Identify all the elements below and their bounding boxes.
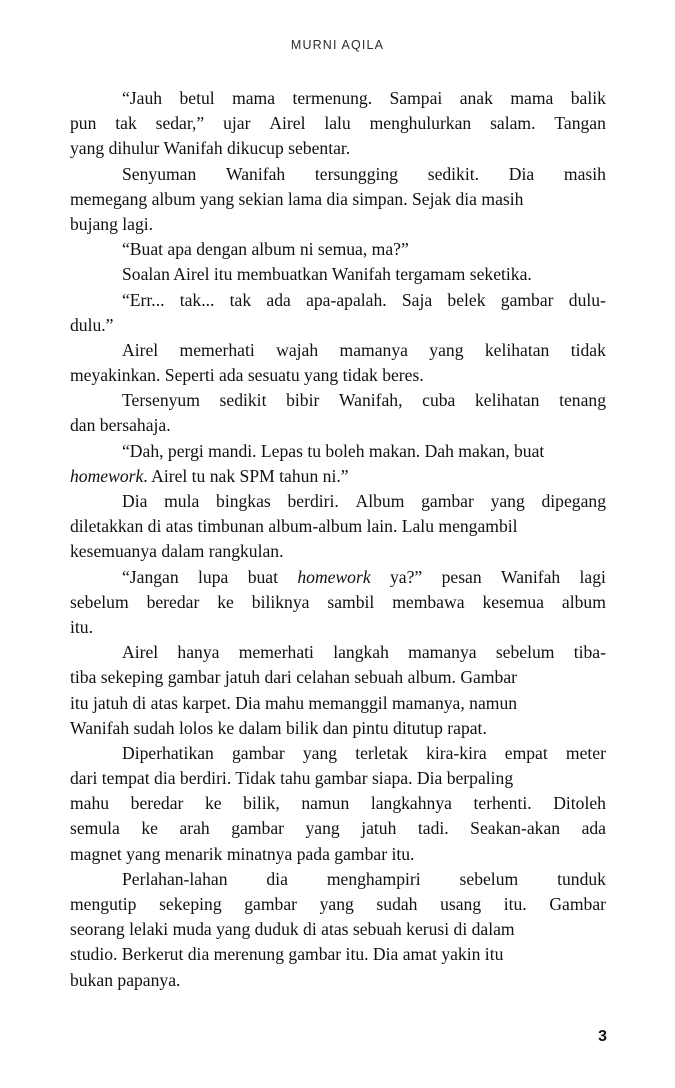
word: betul bbox=[179, 88, 215, 108]
word: sudah bbox=[376, 894, 418, 914]
word: apa-apalah. bbox=[306, 289, 387, 310]
word: beredar bbox=[130, 793, 184, 814]
text-line: memegang album yang sekian lama dia simpan. Sejak dia masih bbox=[70, 188, 524, 209]
word: membawa bbox=[392, 591, 465, 612]
word: “Jauh bbox=[122, 88, 163, 108]
text-line: Soalan Airel itu membuatkan Wanifah tergamam seketika. bbox=[122, 264, 532, 285]
word: langkah bbox=[333, 642, 389, 663]
word: kelihatan bbox=[474, 390, 540, 411]
text-line: kesemuanya dalam rangkulan. bbox=[70, 541, 284, 562]
word: Saja bbox=[401, 289, 433, 310]
word: gambar bbox=[244, 894, 297, 914]
word: terletak bbox=[355, 742, 408, 763]
word: tunduk bbox=[557, 868, 606, 889]
word: namun bbox=[301, 793, 350, 814]
word: yang bbox=[305, 818, 340, 839]
word: album bbox=[561, 591, 606, 612]
text-line: bujang lagi. bbox=[70, 213, 154, 234]
word: Wanifah bbox=[226, 163, 286, 184]
word: dulu- bbox=[568, 289, 606, 310]
word: tiba- bbox=[573, 642, 606, 663]
word: tidak bbox=[570, 339, 606, 360]
word: mamanya bbox=[408, 642, 477, 663]
word: Dia bbox=[122, 491, 148, 511]
text-line bbox=[70, 388, 606, 413]
word: gambar bbox=[231, 818, 284, 839]
word: ya?” bbox=[390, 566, 423, 587]
word: pesan bbox=[441, 566, 482, 587]
word: cuba bbox=[422, 390, 456, 411]
word: tak bbox=[115, 113, 137, 134]
text-line bbox=[70, 791, 606, 816]
text-line: bukan papanya. bbox=[70, 969, 181, 990]
word: yang bbox=[302, 742, 338, 763]
word: kesemua bbox=[482, 591, 544, 612]
word: tenang bbox=[559, 390, 606, 411]
body-text-block bbox=[70, 86, 606, 993]
text-line: homework. Airel tu nak SPM tahun ni.” bbox=[70, 465, 349, 486]
word: “Jangan bbox=[122, 566, 179, 587]
text-line: itu jatuh di atas karpet. Dia mahu memanggil mamanya, namun bbox=[70, 692, 518, 713]
text-line bbox=[70, 741, 606, 766]
text-line bbox=[70, 162, 606, 187]
word: sebelum bbox=[495, 642, 555, 663]
paragraph bbox=[70, 640, 606, 741]
word: Album bbox=[355, 491, 405, 511]
word: ke bbox=[141, 818, 158, 839]
word: yang bbox=[429, 339, 464, 360]
paragraph bbox=[70, 741, 606, 867]
word: Dia bbox=[508, 163, 535, 184]
word: semula bbox=[70, 818, 120, 839]
word: sekeping bbox=[159, 894, 222, 914]
word: ada bbox=[266, 289, 291, 310]
word: kelihatan bbox=[484, 339, 550, 360]
word: terhenti. bbox=[473, 793, 532, 814]
paragraph bbox=[70, 565, 606, 641]
word: usang bbox=[440, 894, 482, 914]
text-line: magnet yang menarik minatnya pada gambar itu. bbox=[70, 843, 415, 864]
text-line: “Buat apa dengan album ni semua, ma?” bbox=[122, 239, 409, 260]
text-line: itu. bbox=[70, 616, 93, 637]
word: jatuh bbox=[361, 818, 397, 839]
text-line: Wanifah sudah lolos ke dalam bilik dan pintu ditutup rapat. bbox=[70, 717, 487, 738]
paragraph bbox=[70, 439, 606, 489]
word: mula bbox=[164, 491, 200, 511]
word: memerhati bbox=[179, 339, 255, 360]
text-line: tiba sekeping gambar jatuh dari celahan sebuah album. Gambar bbox=[70, 667, 518, 688]
word: beredar bbox=[146, 591, 200, 612]
word: mahu bbox=[70, 793, 110, 814]
word: homework bbox=[297, 566, 371, 587]
word: Seakan-akan bbox=[470, 818, 561, 839]
word: lupa bbox=[198, 566, 229, 587]
text-line bbox=[70, 867, 606, 892]
word: Gambar bbox=[549, 894, 606, 914]
word: bingkas bbox=[216, 491, 271, 511]
word: gambar bbox=[231, 742, 285, 763]
word: tadi. bbox=[417, 818, 449, 839]
word: Tangan bbox=[554, 113, 606, 134]
text-line bbox=[70, 590, 606, 615]
word: dia bbox=[266, 868, 288, 889]
text-line: “Dah, pergi mandi. Lepas tu boleh makan. Dah makan, buat bbox=[122, 440, 545, 461]
word: kira-kira bbox=[426, 742, 487, 763]
word: sedikit bbox=[219, 390, 267, 411]
text-line bbox=[70, 565, 606, 590]
word: tersungging bbox=[314, 163, 398, 184]
word: mamanya bbox=[339, 339, 408, 360]
word: belek bbox=[447, 289, 486, 310]
running-header-title: MURNI AQILA bbox=[290, 38, 385, 52]
word: lalu bbox=[324, 113, 351, 134]
paragraph bbox=[70, 262, 606, 287]
word: biliknya bbox=[251, 591, 310, 612]
text-line bbox=[70, 338, 606, 363]
word: tak bbox=[229, 289, 252, 310]
text-line: meyakinkan. Seperti ada sesuatu yang tidak beres. bbox=[70, 365, 424, 386]
text-line bbox=[70, 288, 606, 313]
word: salam. bbox=[490, 113, 536, 134]
word: “Err... bbox=[122, 289, 165, 310]
paragraph bbox=[70, 338, 606, 388]
text-line: seorang lelaki muda yang duduk di atas sebuah kerusi di dalam bbox=[70, 919, 515, 940]
word: masih bbox=[563, 163, 606, 184]
word: tak... bbox=[179, 289, 215, 310]
word: gambar bbox=[421, 491, 474, 511]
word: Sampai bbox=[389, 88, 443, 108]
word: Airel bbox=[122, 642, 159, 663]
paragraph bbox=[70, 489, 606, 565]
word: Diperhatikan bbox=[122, 742, 214, 763]
word: ada bbox=[581, 818, 606, 839]
word: Wanifah, bbox=[338, 390, 403, 411]
paragraph bbox=[70, 162, 606, 238]
text-line: studio. Berkerut dia merenung gambar itu. Dia amat yakin itu bbox=[70, 944, 504, 965]
word: sebelum bbox=[459, 868, 519, 889]
word: Perlahan-lahan bbox=[122, 868, 228, 889]
word: memerhati bbox=[238, 642, 314, 663]
word: termenung. bbox=[292, 88, 373, 108]
word: ujar bbox=[223, 113, 251, 134]
text-line bbox=[70, 86, 606, 111]
word: Airel bbox=[122, 339, 159, 360]
word: mama bbox=[510, 88, 554, 108]
word: yang bbox=[319, 894, 354, 914]
text-line bbox=[70, 489, 606, 514]
word: balik bbox=[570, 88, 606, 108]
text-line: yang dihulur Wanifah dikucup sebentar. bbox=[70, 138, 351, 159]
paragraph bbox=[70, 388, 606, 438]
word: lagi bbox=[579, 566, 606, 587]
word: bibir bbox=[286, 390, 320, 411]
word: Tersenyum bbox=[122, 390, 200, 411]
text-line bbox=[70, 816, 606, 841]
word: wajah bbox=[276, 339, 319, 360]
word: langkahnya bbox=[370, 793, 452, 814]
text-line bbox=[70, 892, 606, 917]
word: hanya bbox=[177, 642, 220, 663]
word: ke bbox=[217, 591, 234, 612]
word: Wanifah bbox=[501, 566, 561, 587]
word: empat bbox=[504, 742, 548, 763]
word: arah bbox=[179, 818, 210, 839]
word: Airel bbox=[269, 113, 306, 134]
text-line: diletakkan di atas timbunan album-album lain. Lalu mengambil bbox=[70, 516, 518, 537]
word: Ditoleh bbox=[553, 793, 606, 814]
word: bilik, bbox=[243, 793, 280, 814]
paragraph bbox=[70, 237, 606, 262]
text-line: dari tempat dia berdiri. Tidak tahu gambar siapa. Dia berpaling bbox=[70, 768, 514, 789]
word: Senyuman bbox=[122, 163, 197, 184]
word: dipegang bbox=[541, 491, 606, 511]
word: sebelum bbox=[70, 591, 129, 612]
word: yang bbox=[490, 491, 525, 511]
word: sambil bbox=[327, 591, 375, 612]
text-line bbox=[70, 111, 606, 136]
word: mengutip bbox=[70, 894, 137, 914]
word: itu. bbox=[503, 894, 527, 914]
word: berdiri. bbox=[287, 491, 339, 511]
word: anak bbox=[459, 88, 493, 108]
word: ke bbox=[204, 793, 222, 814]
paragraph bbox=[70, 867, 606, 993]
page-number: 3 bbox=[598, 1028, 607, 1045]
word: menghampiri bbox=[326, 868, 421, 889]
text-line: dulu.” bbox=[70, 314, 114, 335]
word: mama bbox=[232, 88, 276, 108]
word: menghulurkan bbox=[369, 113, 472, 134]
paragraph bbox=[70, 288, 606, 338]
word: sedikit. bbox=[427, 163, 480, 184]
text-line bbox=[70, 640, 606, 665]
word: pun bbox=[70, 113, 97, 134]
word: buat bbox=[247, 566, 278, 587]
paragraph bbox=[70, 86, 606, 162]
text-line: dan bersahaja. bbox=[70, 415, 171, 436]
word: meter bbox=[565, 742, 606, 763]
word: gambar bbox=[500, 289, 554, 310]
word: sedar,” bbox=[155, 113, 205, 134]
